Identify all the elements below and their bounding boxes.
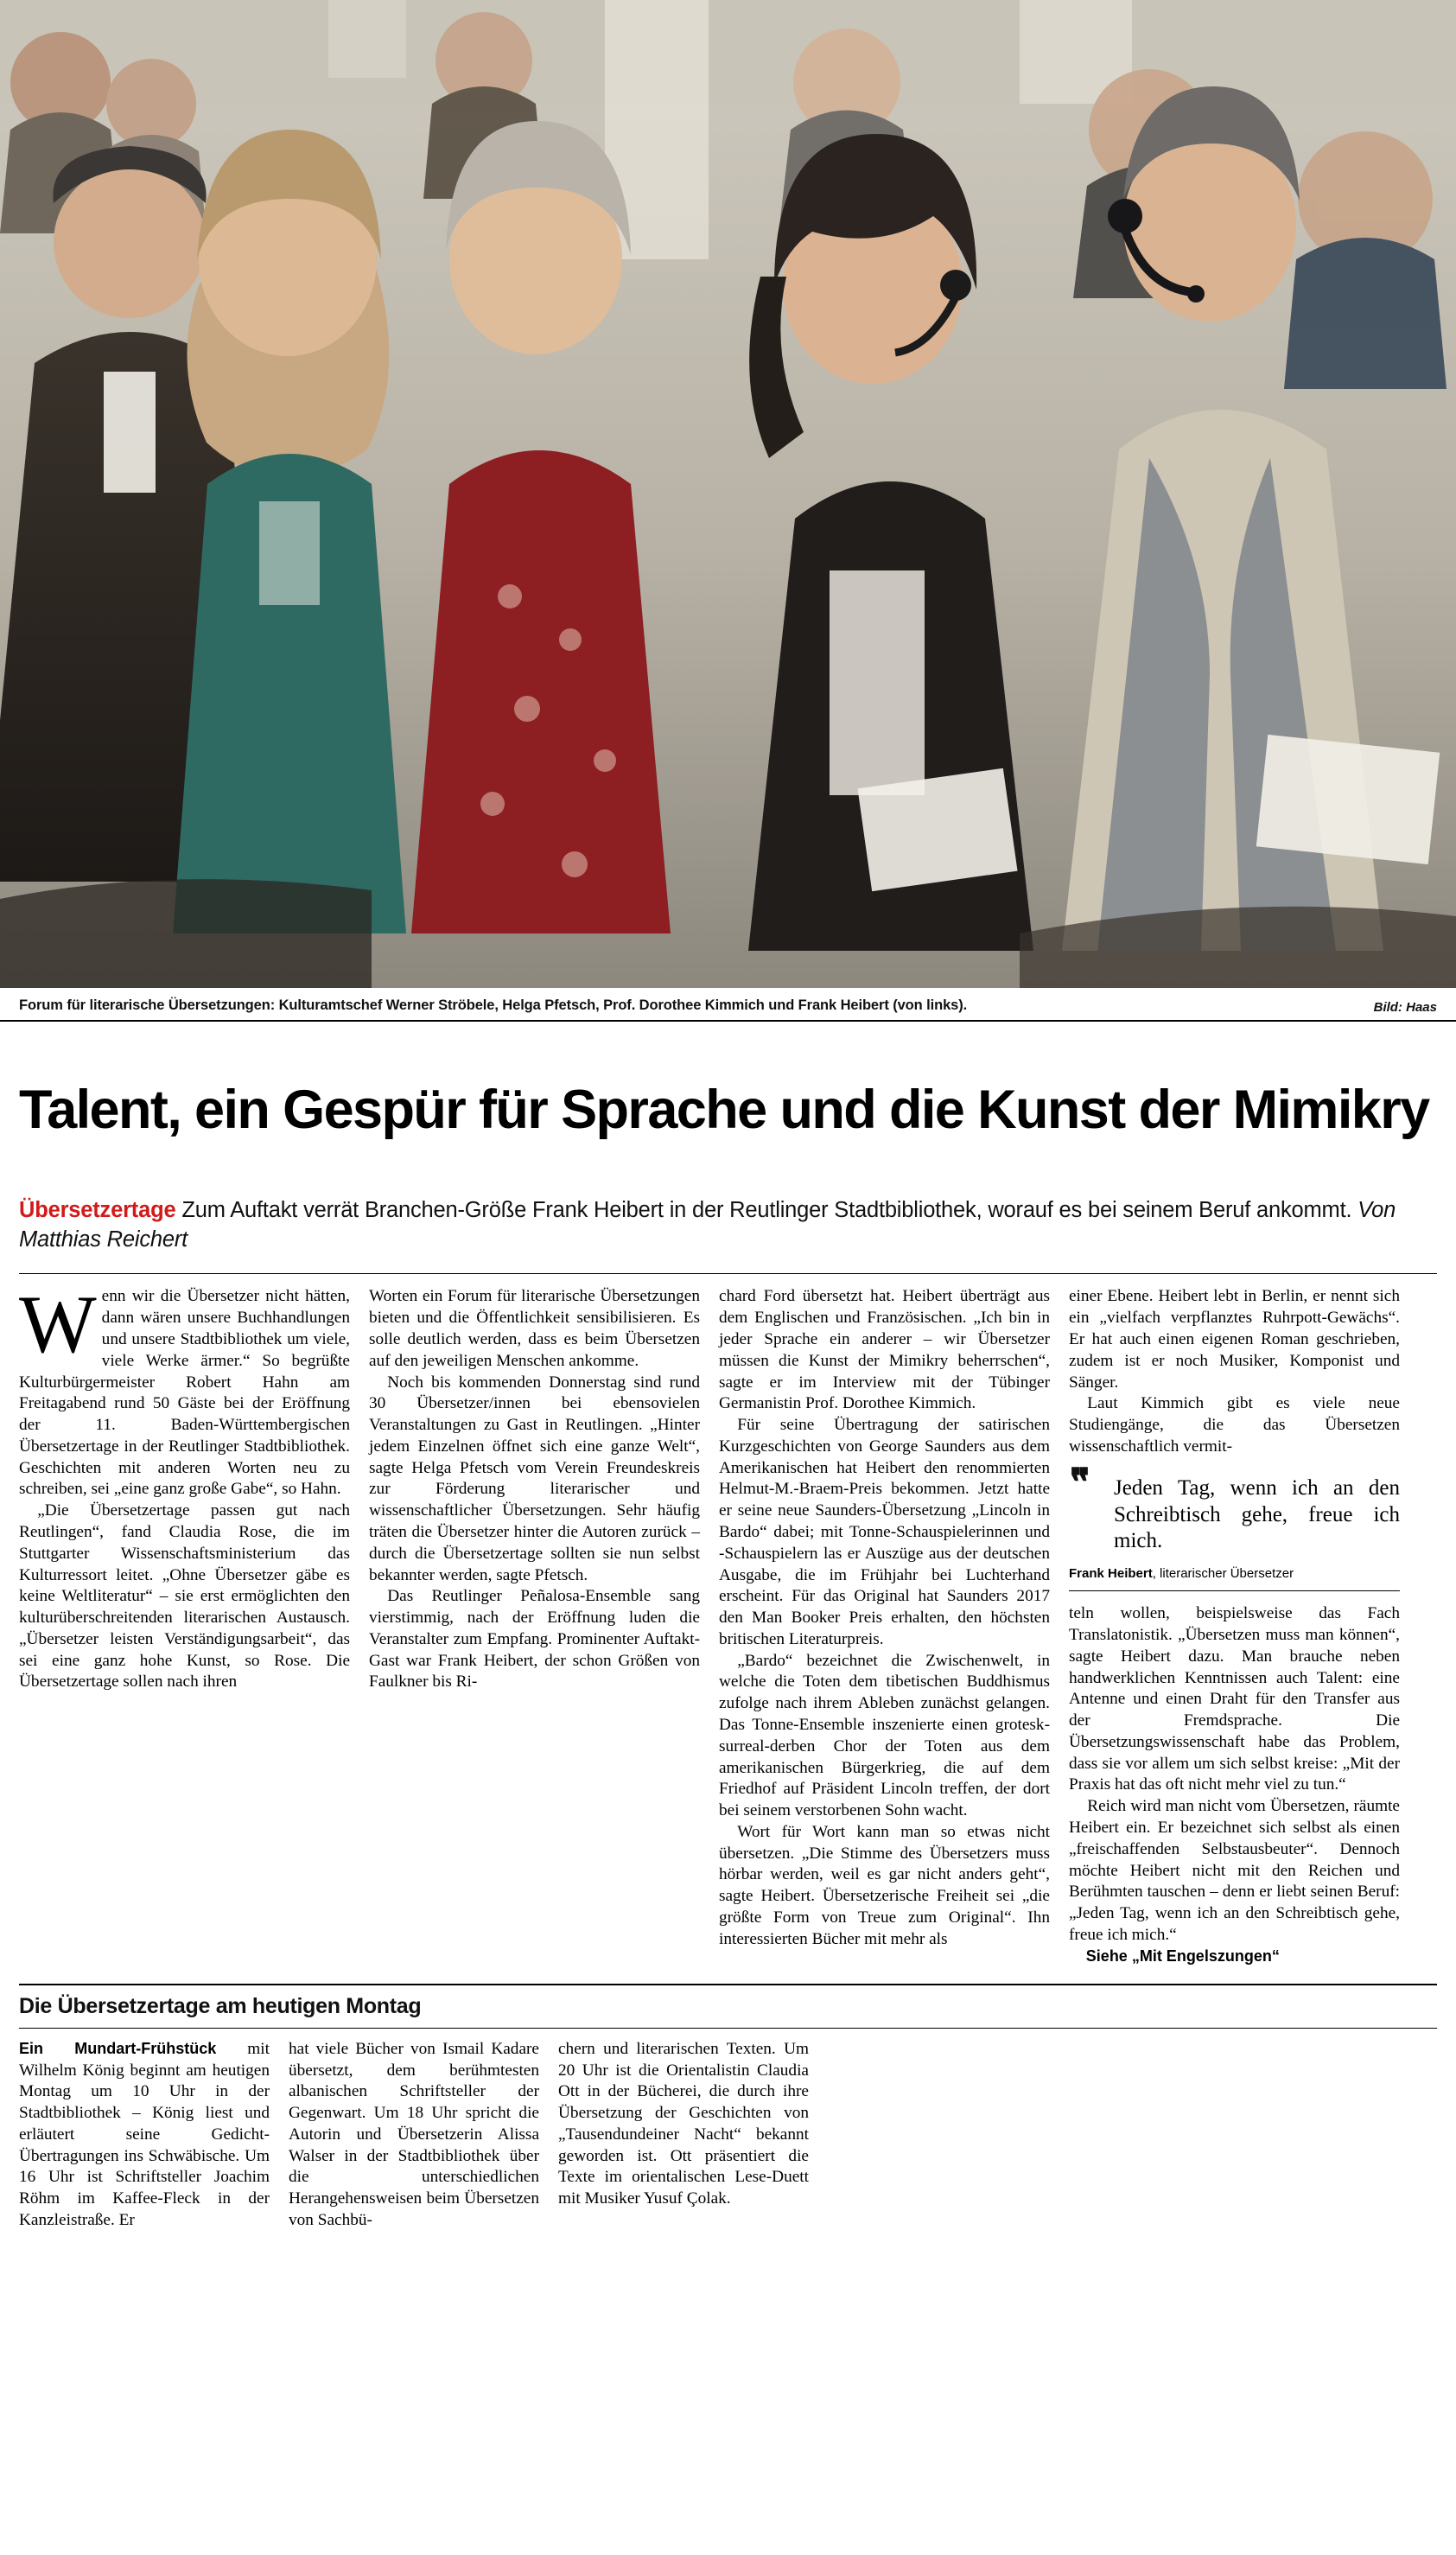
infobox-lead: Ein Mundart-Frühstück [19,2039,217,2057]
paragraph: Laut Kimmich gibt es viele neue Studiengänge, die das Übersetzen wissenschaftlich vermit- [1069,1394,1400,1456]
infobox-column-1 [19,2039,270,2232]
photo-caption-row [0,988,1456,1022]
paragraph: Wort für Wort kann man so etwas nicht übersetzen. „Die Stimme des Übersetzers muss hörbar werden, weil es gar nicht anders geht“, sagte Heibert. Übersetzerische Freiheit sei „die größte Form von Treue zum Original“. Ihn interessierten Bücher mit mehr als [719,1822,1050,1948]
photo-credit: Bild: Haas [1373,999,1437,1015]
pull-quote-rule [1069,1590,1400,1591]
article-columns [0,1274,1456,1966]
paragraph: Worten ein Forum für literarische Übersetzungen bieten und die Öffentlichkeit sensibilisieren. Es solle deutlich werden, dass es beim Übersetzen auf den jeweiligen Menschen ankomme. [369,1287,700,1370]
deck-kicker: Übersetzertage [19,1198,176,1223]
article-deck [0,1176,1456,1254]
quote-role: , literarischer Übersetzer [1152,1565,1294,1581]
paragraph: chern und literarischen Texten. Um 20 Uhr ist die Orientalistin Claudia Ott in der Bücherei, die durch ihre Übersetzung der Geschichten von „Tausendundeiner Nacht“ bekannt geworden ist. Ott präsentiert die Texte im orientalischen Lese-Duett mit Musiker Yusuf Çolak. [558,2039,809,2208]
pull-quote-attribution [1069,1565,1400,1582]
article-column-2 [369,1286,700,1966]
quote-mark-icon: ❞ [1069,1461,1090,1504]
paragraph: Reich wird man nicht vom Übersetzen, räumte Heibert ein. Er bezeichnet sich selbst als einen „freischaffenden Selbstausbeuter“. Dennoch möchte Heibert nicht mit den Reichen und Berühmten tauschen – denn er liebt seinen Beruf: „Jeden Tag, wenn ich an den Schreibtisch gehe, freue ich mich.“ [1069,1797,1400,1944]
infobox-column-2 [289,2039,539,2232]
infobox-columns [19,2029,1437,2232]
paragraph: hat viele Bücher von Ismail Kadare übersetzt, dem berühmtesten albanischen Schriftsteller der Gegenwart. Um 18 Uhr spricht die Autorin und Übersetzerin Alissa Walser in der Stadtbibliothek über die unterschiedlichen Herangehensweisen beim Übersetzen von Sachbü- [289,2039,539,2230]
infobox-column-3 [558,2039,809,2232]
photo-caption: Forum für literarische Übersetzungen: Kulturamtschef Werner Ströbele, Helga Pfetsch, Prof. Dorothee Kimmich und Frank Heibert (von links). [19,997,968,1013]
deck-text: Zum Auftakt verrät Branchen-Größe Frank Heibert in der Reutlinger Stadtbibliothek, worauf es bei seinem Beruf ankommt. [175,1198,1358,1223]
paragraph: „Bardo“ bezeichnet die Zwischenwelt, in welche die Toten dem tibetischen Buddhismus zufolge nach ihrem Ableben zunächst gelangen. Das Tonne-Ensemble inszenierte einen grotesk-surreal-derben Chor der Toten aus dem amerikanischen Bürgerkrieg, die auf dem Friedhof auf Präsident Lincoln treffen, der dort bei seinem verstorbenen Sohn wacht. [719,1651,1050,1820]
paragraph: Noch bis kommenden Donnerstag sind rund 30 Übersetzer/innen bei ebensovielen Veranstaltungen zu Gast in Reutlingen. „Hinter jedem Einzelnen öffnet sich eine ganze Welt“, sagte Helga Pfetsch vom Verein Freundeskreis zur Förderung literarischer und wissenschaftlicher Übersetzungen. Sehr häufig träten die Übersetzer hinter die Autoren zurück – durch die Übersetzertage sollten sie nun selbst bekannter werden, sagte Pfetsch. [369,1373,700,1584]
paragraph: Für seine Übertragung der satirischen Kurzgeschichten von George Saunders aus dem Amerikanischen hat Heibert den renommierten Helmut-M.-Braem-Preis bekommen. Jetzt hatte er seine neue Saunders-Übersetzung „Lincoln in Bardo“ dabei; mit Tonne-Schauspielerinnen und -Schauspielern las er Auszüge aus der deutschen Ausgabe, die im Frühjahr bei Luchterhand erscheint. Für das Original hat Saunders 2017 den Man Booker Preis erhalten, den höchsten britischen Literaturpreis. [719,1416,1050,1648]
see-also-link[interactable]: Siehe „Mit Engelszungen“ [1085,1947,1280,1965]
article-photo [0,0,1456,988]
infobox-text: mit Wilhelm König beginnt am heutigen Montag um 10 Uhr in der Stadtbibliothek – König liest und erläutert seine Gedicht-Übertragungen ins Schwäbische. Um 16 Uhr ist Schriftsteller Joachim Röhm im Kaffee-Fleck in der Kanzleistraße. Er [19,2039,270,2230]
paragraph: Wenn wir die Übersetzer nicht hätten, dann wären unsere Buchhandlungen und unsere Stadtbibliothek um viele, viele Werke ärmer.“ So begrüßte Kulturbürgermeister Robert Hahn am Freitagabend rund 50 Gäste bei der Eröffnung der 11. Baden-Württembergischen Übersetzertage in der Reutlinger Stadtbibliothek. Geschichten mit anderen Worten neu zu schreiben, sei „eine ganz große Gabe“, so Hahn. [19,1278,350,1499]
paragraph: chard Ford übersetzt hat. Heibert überträgt aus dem Englischen und Französischen. „Ich bin in jeder Sprache ein anderer – wir Übersetzer müssen die Kunst der Mimikry beherrschen“, sagte er im Interview mit der Tübinger Germanistin Prof. Dorothee Kimmich. [719,1287,1050,1413]
infobox-title: Die Übersetzertage am heutigen Montag [19,1993,422,2018]
quote-author: Frank Heibert [1069,1565,1153,1581]
deck-byline: Von Matthias Reichert [19,1198,1396,1252]
paragraph: teln wollen, beispielsweise das Fach Translatonistik. „Übersetzen muss man können“, sagte Heibert dazu. Man brauche neben handwerklichen Kenntnissen auch Talent: eine Antenne und einen Draht für den Transfer aus der Fremdsprache. Die Übersetzungswissenschaft habe das Problem, dass sie vor allem um sich selbst kreise: „Mit der Praxis hat das oft nicht mehr viel zu tun.“ [1069,1604,1400,1794]
article-column-4 [1069,1286,1400,1966]
page-title: Talent, ein Gespür für Sprache und die Kunst der Mimikry [19,1079,1429,1140]
paragraph: Das Reutlinger Peñalosa-Ensemble sang vierstimmig, nach der Eröffnung luden die Veranstalter zum Empfang. Prominenter Auftakt-Gast war Frank Heibert, der schon Größen von Faulkner bis Ri- [369,1587,700,1692]
article-column-3 [719,1286,1050,1966]
paragraph: „Die Übersetzertage passen gut nach Reutlingen“, fand Claudia Rose, die im Stuttgarter Wissenschaftsministerium das Kulturressort leitet. „Ohne Übersetzer gäbe es keine Weltliteratur“ – sie erst ermöglichten den kulturüberschreitenden literarischen Austausch. „Übersetzer leisten Verständigungsarbeit“, das sei eine ganz hohe Kunst, so Rose. Die Übersetzertage sollen nach ihren [19,1501,350,1692]
pull-quote [1069,1461,1400,1592]
article-column-1 [19,1278,350,1966]
paragraph [19,2039,270,2232]
pull-quote-text: Jeden Tag, wenn ich an den Schreibtisch gehe, freue ich mich. [1114,1476,1400,1553]
drop-cap: W [19,1278,97,1371]
infobox [19,1984,1437,2232]
paragraph: einer Ebene. Heibert lebt in Berlin, er nennt sich ein „vielfach verpflanztes Ruhrpott-Gewächs“. Er hat auch einen eigenen Roman geschrieben, zudem ist er noch Musiker, Komponist und Sänger. [1069,1287,1400,1392]
